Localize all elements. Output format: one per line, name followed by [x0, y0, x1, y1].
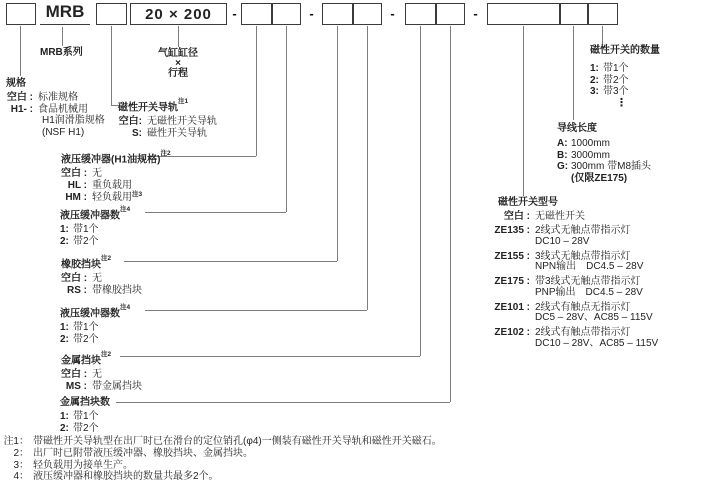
switch-model-entry: ZE155 : 3线式无触点带指示灯 NPN输出 DC4.5 – 28V: [488, 252, 658, 273]
connector-line: [62, 27, 63, 46]
connector-line: [120, 356, 420, 357]
section-title: 液压缓冲器数$^{注4}$: [60, 304, 131, 320]
connector-line: [337, 26, 338, 261]
bore-stroke-label: 气缸缸径 × 行程: [158, 48, 198, 79]
connector-line: [367, 26, 368, 310]
dash-separator: -: [309, 6, 314, 21]
switch-model-entry: ZE102 : 2线式有触点带指示灯 DC10 – 28V、AC85 – 115V: [488, 328, 658, 349]
section-title: 液压缓冲器数$^{注4}$: [60, 206, 131, 222]
section-switch-model: [488, 198, 658, 354]
footnote: 注1： 带磁性开关导轨型在出厂时已在滑台的定位销孔(φ4)一侧装有磁性开关导轨和磁性开关磁石。: [3, 436, 442, 447]
footnote: 2： 出厂时已附带液压缓冲器、橡胶挡块、金属挡块。: [13, 447, 253, 459]
option-row: 空白 : 无: [61, 369, 102, 381]
footnote: 3： 轻负载用为接单生产。: [13, 459, 133, 471]
dash-separator: -: [232, 6, 237, 21]
section-metal-count: [60, 397, 110, 434]
option-row: HL : 重负载用: [67, 179, 132, 191]
option-row: 2: 带2个: [60, 333, 99, 345]
option-row: 2: 带2个: [60, 235, 99, 247]
option-row: RS : 带橡胶挡块: [67, 284, 142, 296]
section-shock-absorber: [61, 151, 171, 204]
section-shock-count: [60, 207, 130, 248]
section-switch-rail: [118, 99, 217, 140]
section-title: 液压缓冲器(H1油规格)$^{注2}$: [61, 150, 171, 166]
option-row: 1: 带1个: [60, 322, 99, 334]
option-row: 3: 带3个: [590, 86, 629, 98]
connector-line: [573, 26, 574, 120]
connector-line: [145, 212, 286, 213]
section-title: 橡胶挡块$^{注2}$: [61, 255, 112, 271]
option-row: ZE155 : 3线式无触点带指示灯: [494, 250, 631, 262]
switch-model-entry: ZE175 : 带3线式无触点带指示灯 PNP输出 DC4.5 – 28V: [488, 277, 658, 298]
section-title: 磁性开关的数量: [590, 45, 660, 56]
option-row: 1: 带1个: [60, 224, 99, 236]
footnote: 4： 液压缓冲器和橡胶挡块的数量共最多2个。: [13, 471, 219, 483]
section-title: 磁性开关导轨$^{注1}$: [118, 98, 189, 114]
option-row: B: 3000mm: [557, 149, 610, 161]
option-row: 空白 : 标准规格: [6, 91, 78, 103]
section-spec: 规格 空白 : 标准规格 H1- : 食品机械用 H1润滑脂规格 (NSF H1): [6, 78, 105, 139]
section-title: 磁性开关型号: [498, 197, 558, 208]
series-code: MRB: [40, 2, 90, 25]
connector-line: [523, 26, 524, 196]
section-title: 金属挡块$^{注2}$: [61, 351, 112, 367]
option-row: S: 磁性开关导轨: [132, 127, 207, 139]
section-title: 导线长度: [557, 123, 597, 134]
section-lead-length: 导线长度 A: 1000mm B: 3000mm G: 300mm 带M8插头 (仅限ZE175): [557, 123, 652, 185]
section-metal-stopper: [61, 352, 142, 393]
section-title: 规格: [6, 78, 26, 89]
connector-line: [20, 26, 21, 76]
option-row: 1: 带1个: [60, 410, 99, 422]
connector-line: [602, 26, 603, 44]
code-field-spec: [6, 3, 36, 25]
option-row: 2: 带2个: [590, 74, 629, 86]
connector-line: [420, 26, 421, 356]
option-row: 空白: 无磁性开关导轨: [118, 116, 217, 128]
option-row: MS : 带金属挡块: [65, 380, 142, 392]
section-shock-count-2: [60, 305, 130, 346]
option-row: ZE175 : 带3线式无触点带指示灯: [494, 276, 641, 287]
option-row: 空白 : 无: [61, 273, 102, 285]
connector-line: [124, 261, 337, 262]
footnotes: [3, 436, 442, 483]
bore-stroke-value: 20 × 200: [145, 5, 212, 23]
option-row: H1- : 食品机械用: [10, 103, 88, 115]
section-title: 金属挡块数: [60, 397, 110, 408]
option-row: G: 300mm 带M8插头: [557, 161, 652, 173]
option-row: A: 1000mm: [557, 137, 610, 149]
connector-line: [178, 26, 179, 47]
switch-model-entry: ZE135 : 2线式无触点带指示灯 DC10 – 28V: [488, 226, 658, 247]
series-label: MRB系列: [40, 47, 83, 58]
code-field-metal-group: [405, 3, 465, 25]
option-row: 2: 带2个: [60, 422, 99, 434]
section-switch-quantity: [590, 45, 660, 109]
option-row: ZE102 : 2线式有触点带指示灯: [494, 327, 631, 338]
code-field-bore-stroke: [130, 3, 227, 25]
connector-line: [111, 26, 112, 106]
code-field-switch-rail: [96, 3, 127, 25]
connector-line: [286, 26, 287, 212]
connector-line: [116, 402, 450, 403]
connector-line: [145, 310, 367, 311]
connector-line: [256, 26, 257, 156]
option-row: ZE101 : 2线式有触点无指示灯: [494, 301, 631, 313]
vertical-ellipsis: ⋮: [616, 97, 627, 110]
code-field-rubber-group: [322, 3, 382, 25]
option-row: ZE135 : 2线式无触点带指示灯: [494, 225, 631, 236]
connector-line: [450, 26, 451, 402]
code-field-switch-group: [487, 3, 618, 25]
option-row: 空白 : 无磁性开关: [503, 210, 585, 222]
switch-model-entry: ZE101 : 2线式有触点无指示灯 DC5 – 28V、AC85 – 115V: [488, 303, 658, 324]
option-row: 空白 : 无: [61, 168, 102, 180]
dash-separator: -: [390, 6, 395, 21]
section-rubber-stopper: [61, 256, 142, 297]
option-row: 1: 带1个: [590, 62, 629, 74]
code-field-shock-group: [241, 3, 301, 25]
dash-separator: -: [473, 6, 478, 21]
option-row: HM : 轻负载用 $^{注3}$: [65, 190, 143, 203]
